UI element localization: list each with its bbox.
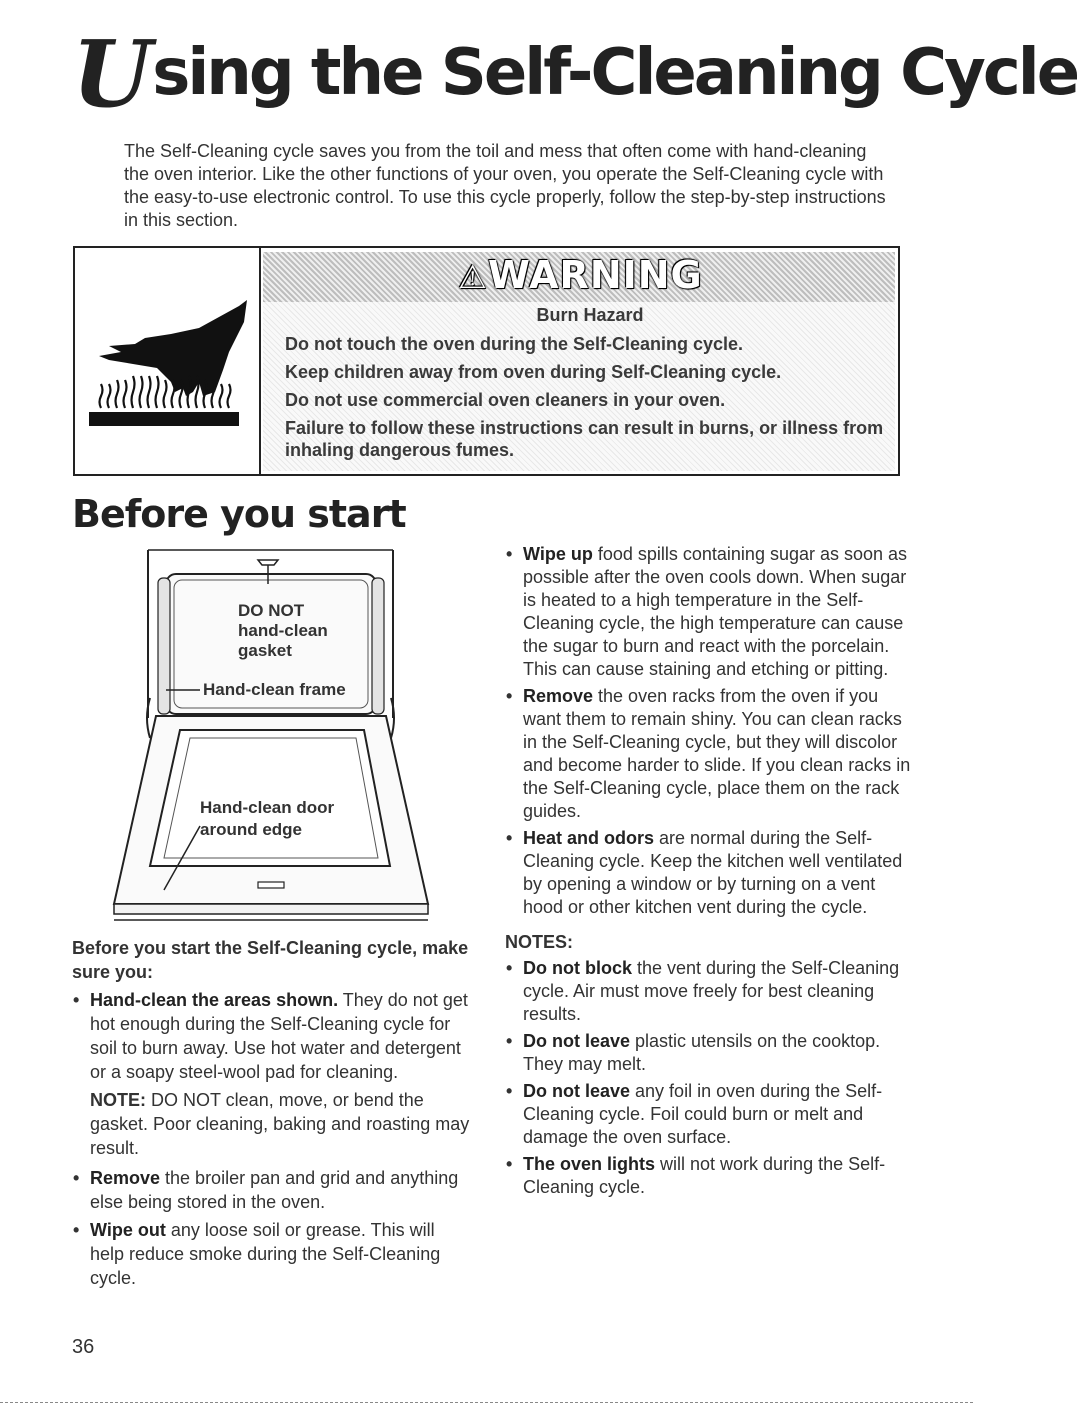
list-item-lead: Wipe out [90,1220,166,1240]
warning-line: Do not touch the oven during the Self-Cleaning cycle. [285,334,744,354]
notes-heading: NOTES: [505,932,574,952]
list-item [505,543,915,681]
section-title: Before you start [72,492,406,536]
note-item-text: will not work during the Self-Cleaning cycle. [523,1154,886,1197]
warning-hazard: Burn Hazard [536,305,644,325]
warning-body [263,302,895,471]
list-item-text: the broiler pan and grid and anything else being stored in the oven. [90,1168,459,1212]
list-item [72,1166,470,1214]
list-item-text: are normal during the Self-Cleaning cycle. Keep the kitchen well ventilated by opening a window or by turning on a vent hood or other kitchen vent during the cycle. [523,828,903,917]
hot-surface-hand-icon [87,300,252,430]
list-item-text: the oven racks from the oven if you want them to remain shiny. You can clean racks in the Self-Cleaning cycle, but they will discolor and become harder to slide. If you clean racks in the Self-Cleaning cycle, place them on the rack guides. [523,686,911,821]
callout-gasket-line: gasket [238,641,292,660]
list-item-lead: Heat and odors [523,828,655,848]
title-text: sing the Self-Cleaning Cycle [152,36,1077,110]
callout-door-line: Hand-clean door [200,798,335,817]
gasket-note [90,1088,470,1160]
note-item-lead: Do not leave [523,1081,631,1101]
warning-heading [263,250,898,300]
list-item [72,988,470,1084]
callout-gasket-line: DO NOT [238,601,305,620]
left-column [72,936,470,1294]
oven-door-illustration [108,548,453,928]
list-item [72,1218,470,1290]
note-item [505,1030,915,1076]
before-start-lead: Before you start the Self-Cleaning cycle, make sure you: [72,938,469,982]
note-item-lead: The oven lights [523,1154,656,1174]
note-item [505,957,915,1026]
title-drop-cap: U [72,20,153,128]
list-item-lead: Wipe up [523,544,593,564]
note-item-lead: Do not block [523,958,632,978]
warning-heading-text: WARNING [487,253,703,297]
bottom-divider [0,1402,973,1403]
note-item-lead: Do not leave [523,1031,631,1051]
list-item-text: any loose soil or grease. This will help reduce smoke during the Self-Cleaning cycle. [90,1220,441,1288]
list-item-lead: Remove [523,686,594,706]
warning-icon-cell [75,248,261,474]
warning-line: Failure to follow these instructions can result in burns, or illness from inhaling dangerous fumes. [285,418,884,460]
note-item [505,1080,915,1149]
list-item-text: They do not get hot enough during the Self-Cleaning cycle for soil to burn away. Use hot water and detergent or a soapy steel-wool pad for cleaning. [90,990,468,1082]
note-item-text: any foil in oven during the Self-Cleaning cycle. Foil could burn or melt and damage the oven surface. [523,1081,883,1147]
note-item [505,1153,915,1199]
warning-box [73,246,900,476]
callout-door-line: around edge [200,820,303,839]
list-item [505,685,915,823]
note-item-text: the vent during the Self-Cleaning cycle. Air must move freely for best cleaning results. [523,958,900,1024]
note-text: DO NOT clean, move, or bend the gasket. Poor cleaning, baking and roasting may result. [90,1090,470,1158]
list-item-text: food spills containing sugar as soon as possible after the oven cools down. When sugar is heated to a high temperature in the Self-Cleaning cycle, the high temperature can cause the sugar to burn and react with the porcelain. This can cause staining and etching or pitting. [523,544,908,679]
page-number: 36 [72,1336,95,1358]
list-item-lead: Remove [90,1168,161,1188]
warning-line: Keep children away from oven during Self-Cleaning cycle. [285,362,782,382]
note-item-text: plastic utensils on the cooktop. They may melt. [523,1031,881,1074]
warning-line: Do not use commercial oven cleaners in your oven. [285,390,726,410]
page-title [72,20,1077,128]
intro-paragraph: The Self-Cleaning cycle saves you from the toil and mess that often come with hand-cleaning the oven interior. Like the other functions of your oven, you operate the Self-Cleaning cycle with the easy-to-use electronic control. To use this cycle properly, follow the step-by-step instructions in this section. [124,141,886,230]
list-item-lead: Hand-clean the areas shown. [90,990,339,1010]
callout-gasket-line: hand-clean [238,621,328,640]
warning-triangle-icon: ⚠ [458,258,488,296]
callout-frame: Hand-clean frame [203,680,346,699]
right-column [505,543,915,1203]
note-label: NOTE: [90,1090,146,1110]
list-item [505,827,915,919]
